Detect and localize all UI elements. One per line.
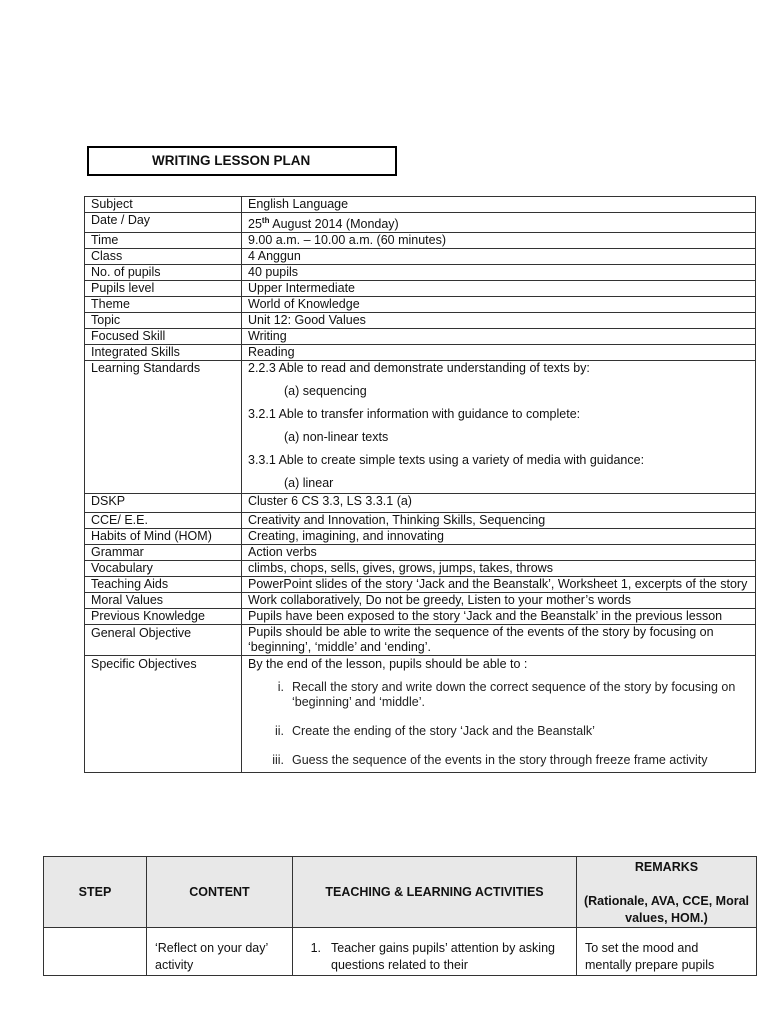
content-cell: ‘Reflect on your day’ activity (147, 928, 293, 976)
step-cell (44, 928, 147, 976)
objective-number: i. (277, 680, 284, 695)
content-header: CONTENT (147, 857, 293, 928)
date-value (242, 213, 756, 233)
pupils-label: No. of pupils (85, 265, 242, 281)
table-row (85, 345, 756, 361)
date-label: Date / Day (85, 213, 242, 233)
time-value: 9.00 a.m. – 10.00 a.m. (60 minutes) (242, 233, 756, 249)
table-row (85, 494, 756, 513)
objectives-list (270, 680, 749, 768)
table-row (85, 197, 756, 213)
theme-label: Theme (85, 297, 242, 313)
previous-knowledge-value: Pupils have been exposed to the story ‘Jack and the Beanstalk’ in the previous lesson (242, 609, 756, 625)
dskp-label: DSKP (85, 494, 242, 513)
standard-3a: (a) linear (284, 476, 334, 491)
focused-skill-value: Writing (242, 329, 756, 345)
teaching-aids-value: PowerPoint slides of the story ‘Jack and the Beanstalk’, Worksheet 1, excerpts of the story (242, 577, 756, 593)
table-row (85, 609, 756, 625)
previous-knowledge-label: Previous Knowledge (85, 609, 242, 625)
general-objective-value: Pupils should be able to write the sequence of the events of the story by focusing on ‘beginning’, ‘middle’ and ‘ending’. (242, 625, 756, 656)
cce-label: CCE/ E.E. (85, 513, 242, 529)
remarks-title: REMARKS (634, 860, 699, 874)
standard-2a: (a) non-linear texts (284, 430, 389, 445)
table-row (85, 625, 756, 656)
subject-label: Subject (85, 197, 242, 213)
date-rest: August 2014 (Monday) (269, 217, 399, 232)
table-row (85, 593, 756, 609)
cce-value: Creativity and Innovation, Thinking Skills, Sequencing (242, 513, 756, 529)
objective-number: iii. (272, 753, 284, 768)
lesson-plan-title: WRITING LESSON PLAN (87, 146, 397, 176)
specific-objectives-label: Specific Objectives (85, 656, 242, 773)
level-label: Pupils level (85, 281, 242, 297)
list-item (270, 753, 749, 768)
table-row (85, 513, 756, 529)
table-row (85, 281, 756, 297)
topic-value: Unit 12: Good Values (242, 313, 756, 329)
standard-3: 3.3.1 Able to create simple texts using a variety of media with guidance: (248, 453, 645, 468)
remarks-header (577, 857, 757, 928)
table-row (44, 928, 757, 976)
standard-2: 3.2.1 Able to transfer information with guidance to complete: (248, 407, 581, 422)
lesson-info-table (84, 196, 756, 773)
date-day: 25 (248, 217, 262, 232)
specific-objectives-intro: By the end of the lesson, pupils should be able to : (248, 657, 528, 672)
class-value: 4 Anggun (242, 249, 756, 265)
table-row (85, 265, 756, 281)
vocabulary-value: climbs, chops, sells, gives, grows, jumps, takes, throws (242, 561, 756, 577)
table-row (85, 233, 756, 249)
learning-standards-value (242, 361, 756, 494)
focused-skill-label: Focused Skill (85, 329, 242, 345)
general-objective-label: General Objective (85, 625, 242, 656)
table-row (85, 213, 756, 233)
table-row (85, 329, 756, 345)
objective-text: Recall the story and write down the correct sequence of the story by focusing on ‘beginning’ and ‘middle’. (292, 680, 736, 710)
vocabulary-label: Vocabulary (85, 561, 242, 577)
objective-text: Guess the sequence of the events in the story through freeze frame activity (292, 753, 708, 768)
teaching-aids-label: Teaching Aids (85, 577, 242, 593)
table-row (85, 313, 756, 329)
level-value: Upper Intermediate (242, 281, 756, 297)
step-header: STEP (44, 857, 147, 928)
pupils-value: 40 pupils (242, 265, 756, 281)
activities-header: TEACHING & LEARNING ACTIVITIES (293, 857, 577, 928)
theme-value: World of Knowledge (242, 297, 756, 313)
standard-1a: (a) sequencing (284, 384, 367, 399)
standard-1: 2.2.3 Able to read and demonstrate understanding of texts by: (248, 361, 590, 376)
table-row (85, 297, 756, 313)
moral-values-value: Work collaboratively, Do not be greedy, Listen to your mother’s words (242, 593, 756, 609)
list-item (270, 680, 749, 710)
table-header-row (44, 857, 757, 928)
activity-text: Teacher gains pupils’ attention by asking questions related to their (331, 941, 555, 972)
class-label: Class (85, 249, 242, 265)
hom-value: Creating, imagining, and innovating (242, 529, 756, 545)
objective-text: Create the ending of the story ‘Jack and the Beanstalk’ (292, 724, 595, 739)
dskp-value: Cluster 6 CS 3.3, LS 3.3.1 (a) (242, 494, 756, 513)
table-row (85, 529, 756, 545)
hom-label: Habits of Mind (HOM) (85, 529, 242, 545)
integrated-skills-value: Reading (242, 345, 756, 361)
date-suffix: th (261, 216, 270, 225)
remarks-subtitle: (Rationale, AVA, CCE, Moral values, HOM.) (583, 894, 750, 925)
list-item (270, 724, 749, 739)
integrated-skills-label: Integrated Skills (85, 345, 242, 361)
remarks-cell: To set the mood and mentally prepare pupils (577, 928, 757, 976)
activity-cell (293, 928, 577, 976)
table-row (85, 249, 756, 265)
table-row (85, 656, 756, 773)
table-row (85, 545, 756, 561)
specific-objectives-value (242, 656, 756, 773)
table-row (85, 577, 756, 593)
grammar-value: Action verbs (242, 545, 756, 561)
subject-value: English Language (242, 197, 756, 213)
table-row (85, 561, 756, 577)
activity-number: 1. (310, 941, 321, 955)
objective-number: ii. (274, 724, 284, 739)
learning-standards-label: Learning Standards (85, 361, 242, 494)
topic-label: Topic (85, 313, 242, 329)
table-row (85, 361, 756, 494)
time-label: Time (85, 233, 242, 249)
steps-table (43, 856, 757, 976)
moral-values-label: Moral Values (85, 593, 242, 609)
grammar-label: Grammar (85, 545, 242, 561)
